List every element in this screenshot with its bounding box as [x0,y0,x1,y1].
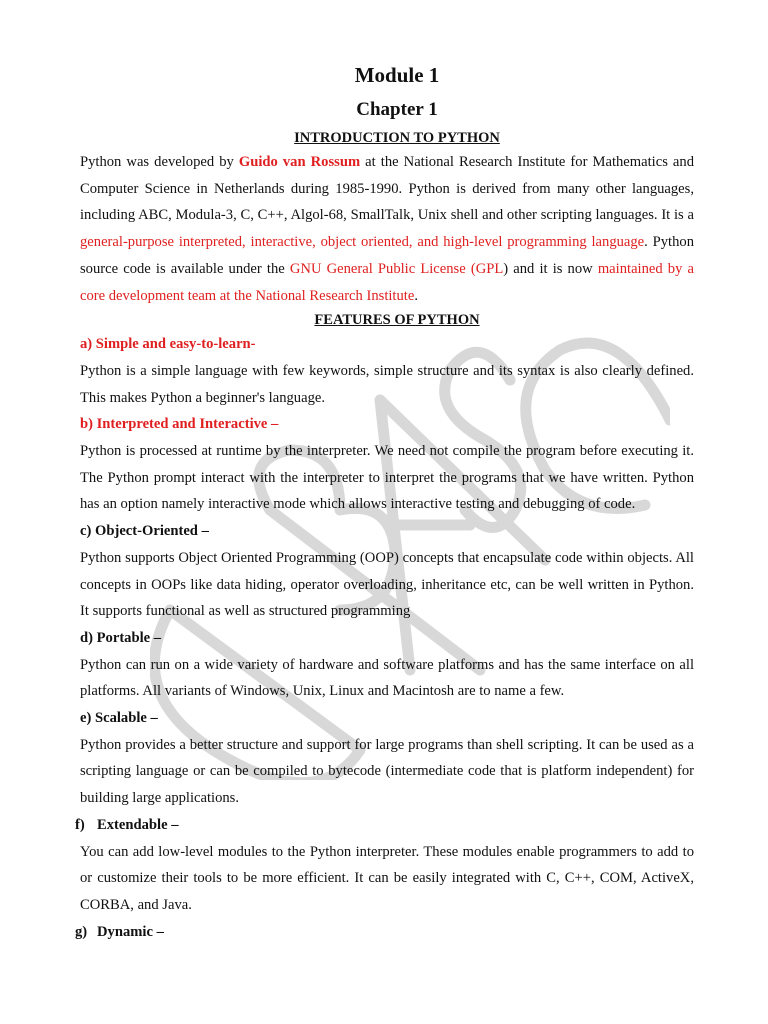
intro-highlight-3: maintained by a core development team at the National Research Institute [80,260,694,304]
feature-a-title: a) Simple and easy-to-learn- [80,336,256,353]
feature-f-body: You can add low-level modules to the Python interpreter. These modules enable programmers to add to or customize their tools to be more efficient. It can be easily integrated with C, C++, COM, ActiveX, CORBA, and Java. [80,843,694,913]
feature-g-label: g) [75,923,88,940]
feature-a-body: Python is a simple language with few keywords, simple structure and its syntax is also clearly defined. This makes Python a beginner's language. [80,362,694,406]
intro-highlight-1: general-purpose interpreted, interactive, object oriented, and high-level programming language [80,234,645,251]
document-content [75,62,695,945]
feature-f-title [75,812,694,839]
intro-paragraph [80,149,694,309]
module-title: Module 1 [354,63,440,87]
chapter-title: Chapter 1 [356,99,438,120]
feature-g-title [75,919,694,946]
intro-text-2: at the National Research Institute for Mathematics and Computer Science in Netherlands during 1985-1990. Python is derived from many other languages, including ABC, Modula-3, C, C++, Algol-68, SmallTalk, Unix shell and other scripting languages. It is a [80,154,695,224]
feature-f-title-text: Extendable – [97,816,179,833]
intro-text-4: ) and it is now [503,260,598,277]
intro-text-5: . [414,287,418,304]
feature-d-body: Python can run on a wide variety of hardware and software platforms and has the same interface on all platforms. All variants of Windows, Unix, Linux and Macintosh are to name a few. [80,656,694,700]
feature-e-body: Python provides a better structure and support for large programs than shell scripting. It can be used as a scripting language or can be compiled to bytecode (intermediate code that is platform independent) for building large applications. [80,736,694,807]
feature-b-body: Python is processed at runtime by the interpreter. We need not compile the program before executing it. The Python prompt interact with the interpreter to interpret the programs that we have written. Python has an option namely interactive mode which allows interactive testing and debugging of code. [80,443,694,513]
feature-f-label: f) [75,816,85,833]
intro-heading: INTRODUCTION TO PYTHON [294,130,500,146]
feature-b-title: b) Interpreted and Interactive – [80,416,279,433]
author-name: Guido van Rossum [238,154,361,170]
feature-c-body: Python supports Object Oriented Programming (OOP) concepts that encapsulate code within objects. All concepts in OOPs like data hiding, operator overloading, inheritance etc, can be well written in Python. It supports functional as well as structured programming [80,549,694,620]
feature-g-title-text: Dynamic – [97,923,164,940]
feature-e-title: e) Scalable – [80,710,158,727]
intro-highlight-2: GNU General Public License (GPL [289,260,504,277]
feature-c-title: c) Object-Oriented – [80,523,209,540]
intro-text-1: Python was developed by [80,154,239,170]
intro-text-3: . Python source code is available under the [80,234,695,277]
feature-d-title: d) Portable – [80,629,162,646]
features-heading: FEATURES OF PYTHON [314,312,480,329]
